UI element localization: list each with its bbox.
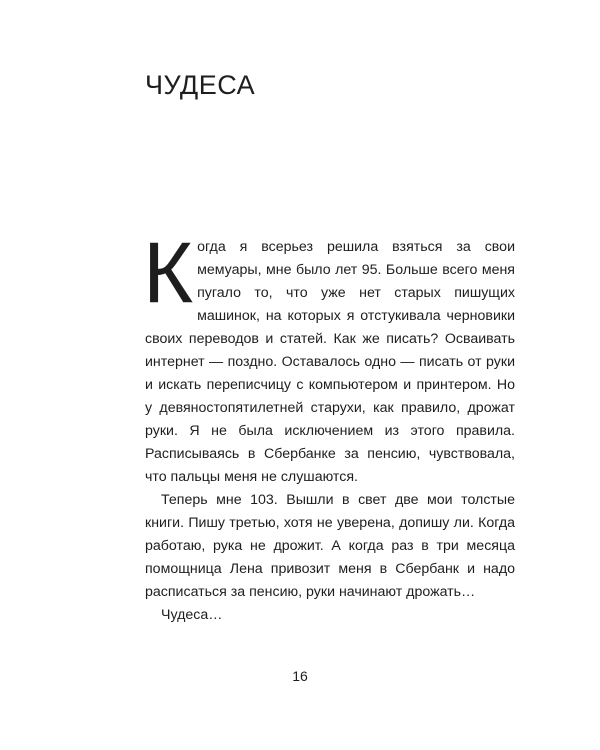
drop-cap: К — [143, 225, 194, 321]
paragraph-1-text: огда я всерьез решила взяться за свои мемуары, мне было лет 95. Больше всего меня пугало то, что уже нет старых пишущих машинок, на которых я отстукивала черновики своих переводов и статей. Как же писать? Осваивать интернет — поздно. Оставалось одно — писать от руки и искать переписчицу с компьютером и принтером. Но у девяностопятилетней старухи, как правило, дрожат руки. Я не была исключением из этого правила. Расписываясь в Сбербанке за пенсию, чувствовала, что пальцы меня не слушаются. — [145, 239, 515, 485]
body-text — [143, 225, 515, 627]
paragraph-1 — [143, 225, 515, 489]
paragraph-3: Чудеса… — [161, 607, 223, 623]
chapter-title: ЧУДЕСА — [145, 70, 256, 100]
paragraph-2: Теперь мне 103. Вышли в свет две мои толстые книги. Пишу третью, хотя не уверена, допишу ли. Когда работаю, рука не дрожит. А когда раз в три месяца помощница Лена привозит меня в Сбербанк и надо расписаться за пенсию, руки начинают дрожать… — [145, 492, 515, 600]
page-number: 16 — [292, 668, 308, 684]
